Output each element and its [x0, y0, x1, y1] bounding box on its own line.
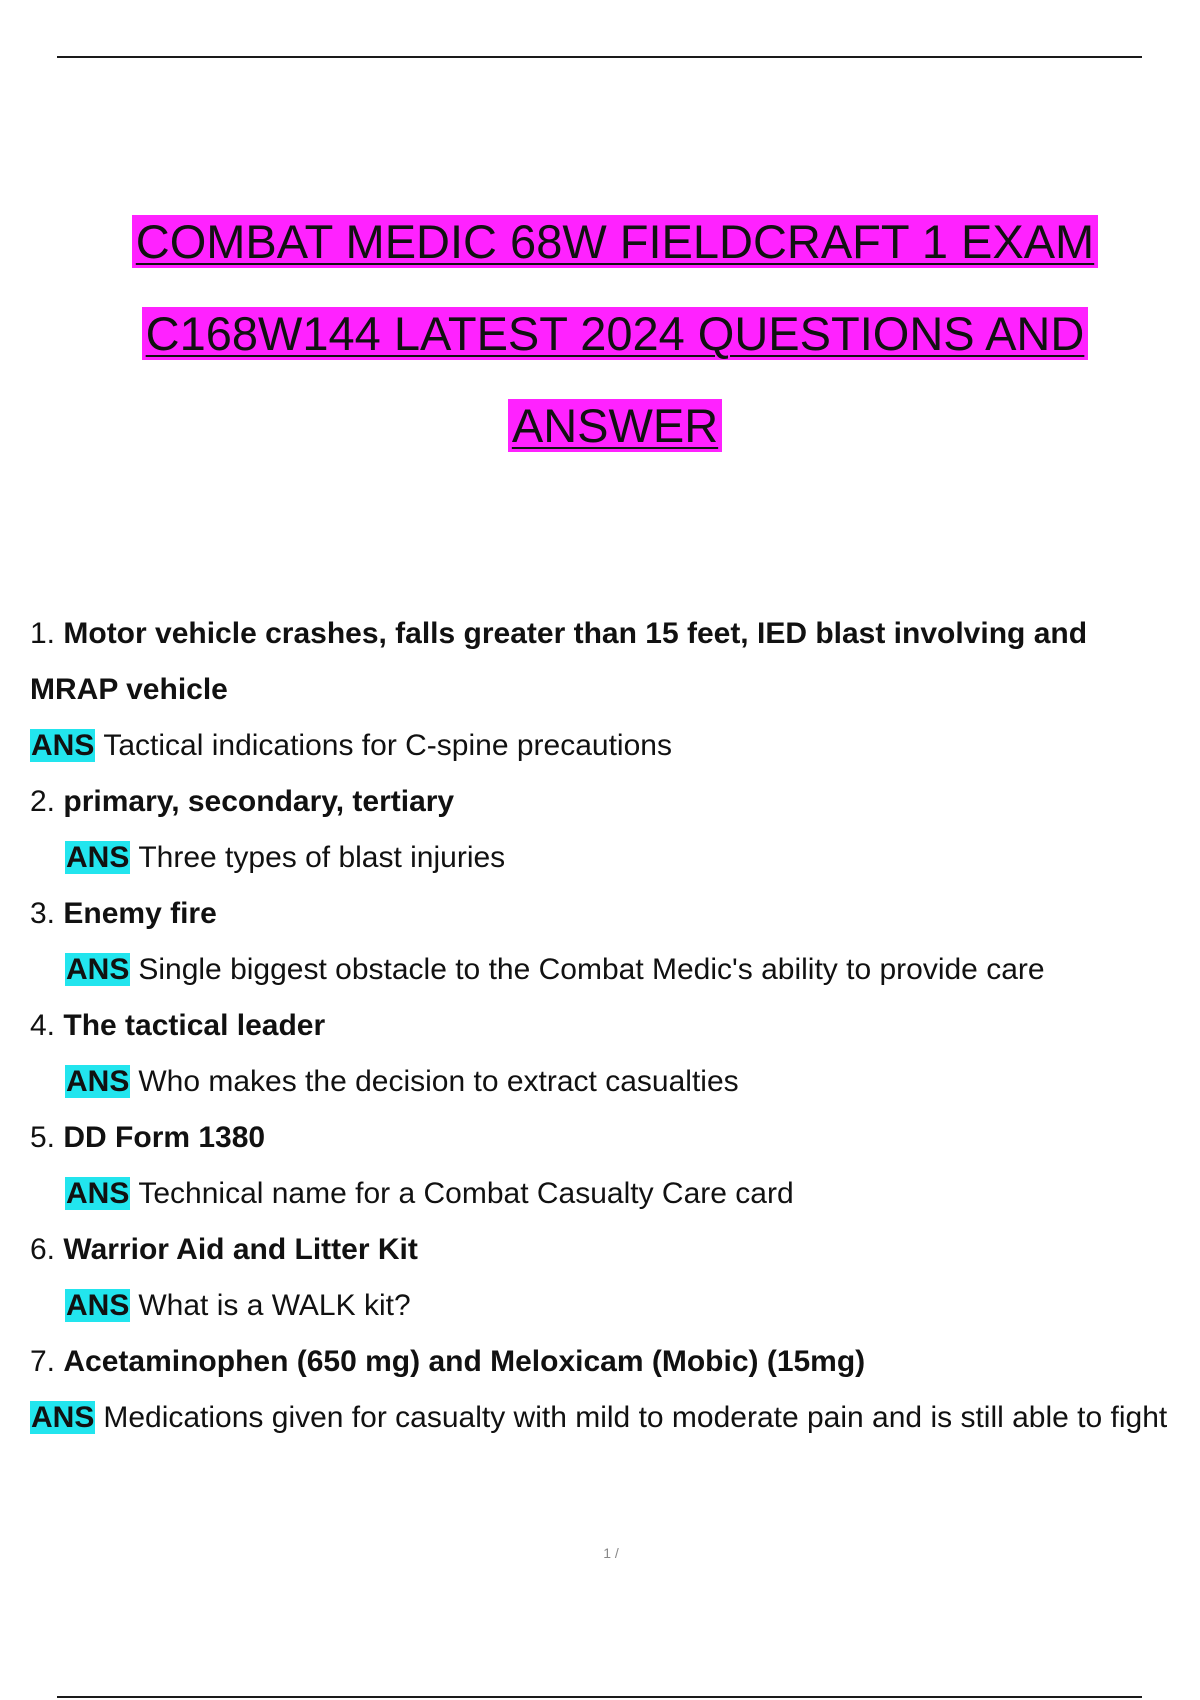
- question-line: [30, 1110, 1180, 1166]
- page-number: 1 /: [603, 1545, 619, 1561]
- question-text: Acetaminophen (650 mg) and Meloxicam (Mobic) (15mg): [63, 1345, 866, 1378]
- answer-text: Medications given for casualty with mild to moderate pain and is still able to fight: [103, 1401, 1168, 1434]
- question-text: Enemy fire: [63, 897, 217, 930]
- answer-line: [30, 1390, 1180, 1446]
- ans-label: ANS: [66, 841, 130, 874]
- question-number: 5.: [30, 1121, 56, 1154]
- question-line: [30, 1334, 1180, 1390]
- ans-label: ANS: [66, 953, 130, 986]
- question-number: 7.: [30, 1345, 56, 1378]
- title-line-2: C168W144 LATEST 2024 QUESTIONS AND: [142, 307, 1089, 360]
- question-number: 6.: [30, 1233, 56, 1266]
- answer-text: Who makes the decision to extract casualties: [138, 1065, 739, 1098]
- question-number: 3.: [30, 897, 56, 930]
- answer-text: Tactical indications for C-spine precautions: [103, 729, 672, 762]
- question-line: [30, 1222, 1180, 1278]
- question-number: 1.: [30, 617, 56, 650]
- question-text: Motor vehicle crashes, falls greater than 15 feet, IED blast involving and MRAP vehicle: [30, 617, 1088, 706]
- answer-line: [30, 830, 1180, 886]
- answer-text: Three types of blast injuries: [138, 841, 506, 874]
- question-number: 2.: [30, 785, 56, 818]
- question-line: [30, 774, 1180, 830]
- question-line: [30, 606, 1180, 718]
- ans-label: ANS: [31, 729, 95, 762]
- ans-label: ANS: [31, 1401, 95, 1434]
- question-text: Warrior Aid and Litter Kit: [63, 1233, 418, 1266]
- question-text: The tactical leader: [63, 1009, 326, 1042]
- top-rule: [57, 56, 1142, 58]
- question-number: 4.: [30, 1009, 56, 1042]
- question-line: [30, 998, 1180, 1054]
- title-line-3: ANSWER: [508, 399, 722, 452]
- bottom-rule: [57, 1696, 1142, 1698]
- answer-line: [30, 1278, 1180, 1334]
- ans-label: ANS: [66, 1289, 130, 1322]
- qa-list: [30, 606, 1180, 1446]
- question-text: primary, secondary, tertiary: [63, 785, 455, 818]
- question-line: [30, 886, 1180, 942]
- answer-text: What is a WALK kit?: [138, 1289, 411, 1322]
- answer-text: Single biggest obstacle to the Combat Medic's ability to provide care: [138, 953, 1045, 986]
- answer-line: [30, 942, 1180, 998]
- question-text: DD Form 1380: [63, 1121, 266, 1154]
- answer-line: [30, 718, 1180, 774]
- answer-line: [30, 1054, 1180, 1110]
- title-line-1: COMBAT MEDIC 68W FIELDCRAFT 1 EXAM: [132, 215, 1098, 268]
- document-title: [60, 196, 1170, 472]
- answer-text: Technical name for a Combat Casualty Care card: [138, 1177, 794, 1210]
- answer-line: [30, 1166, 1180, 1222]
- ans-label: ANS: [66, 1177, 130, 1210]
- ans-label: ANS: [66, 1065, 130, 1098]
